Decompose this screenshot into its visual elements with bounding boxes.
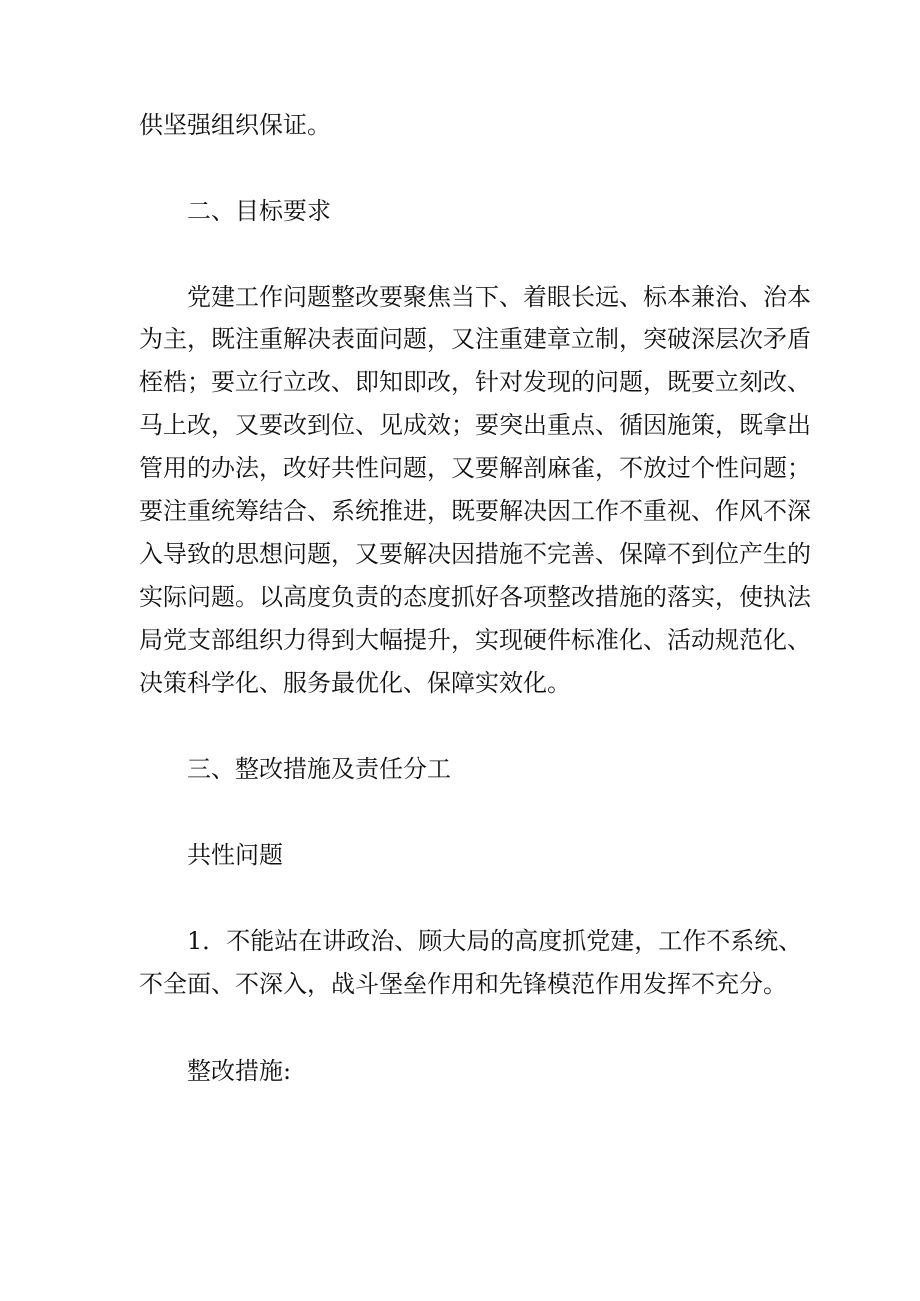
paragraph-line: 局党支部组织力得到大幅提升，实现硬件标准化、活动规范化、	[139, 626, 811, 654]
paragraph-line: 决策科学化、服务最优化、保障实效化。	[139, 669, 571, 697]
paragraph-line: 桎梏；要立行立改、即知即改，针对发现的问题，既要立刻改、	[139, 368, 811, 396]
paragraph-line: 马上改，又要改到位、见成效；要突出重点、循因施策，既拿出	[139, 411, 811, 439]
section-heading-measures: 三、整改措施及责任分工	[187, 755, 451, 783]
paragraph-line: 为主，既注重解决表面问题，又注重建章立制，突破深层次矛盾	[139, 325, 811, 353]
paragraph-line: 实际问题。以高度负责的态度抓好各项整改措施的落实，使执法	[139, 583, 811, 611]
paragraph-line: 入导致的思想问题，又要解决因措施不完善、保障不到位产生的	[139, 540, 811, 568]
paragraph-line: 要注重统筹结合、系统推进，既要解决因工作不重视、作风不深	[139, 497, 811, 525]
paragraph-line: 党建工作问题整改要聚焦当下、着眼长远、标本兼治、治本	[187, 283, 811, 311]
section-heading-goals: 二、目标要求	[187, 197, 331, 225]
paragraph-line: 管用的办法，改好共性问题，又要解剖麻雀，不放过个性问题；	[139, 454, 811, 482]
subheading-common-issues: 共性问题	[187, 841, 283, 869]
measures-label: 整改措施:	[187, 1057, 292, 1085]
item-1-line: 不全面、不深入，战斗堡垒作用和先锋模范作用发挥不充分。	[139, 970, 787, 998]
item-1-line: 1．不能站在讲政治、顾大局的高度抓党建，工作不系统、	[187, 927, 803, 955]
continuation-line: 供坚强组织保证。	[139, 111, 331, 139]
